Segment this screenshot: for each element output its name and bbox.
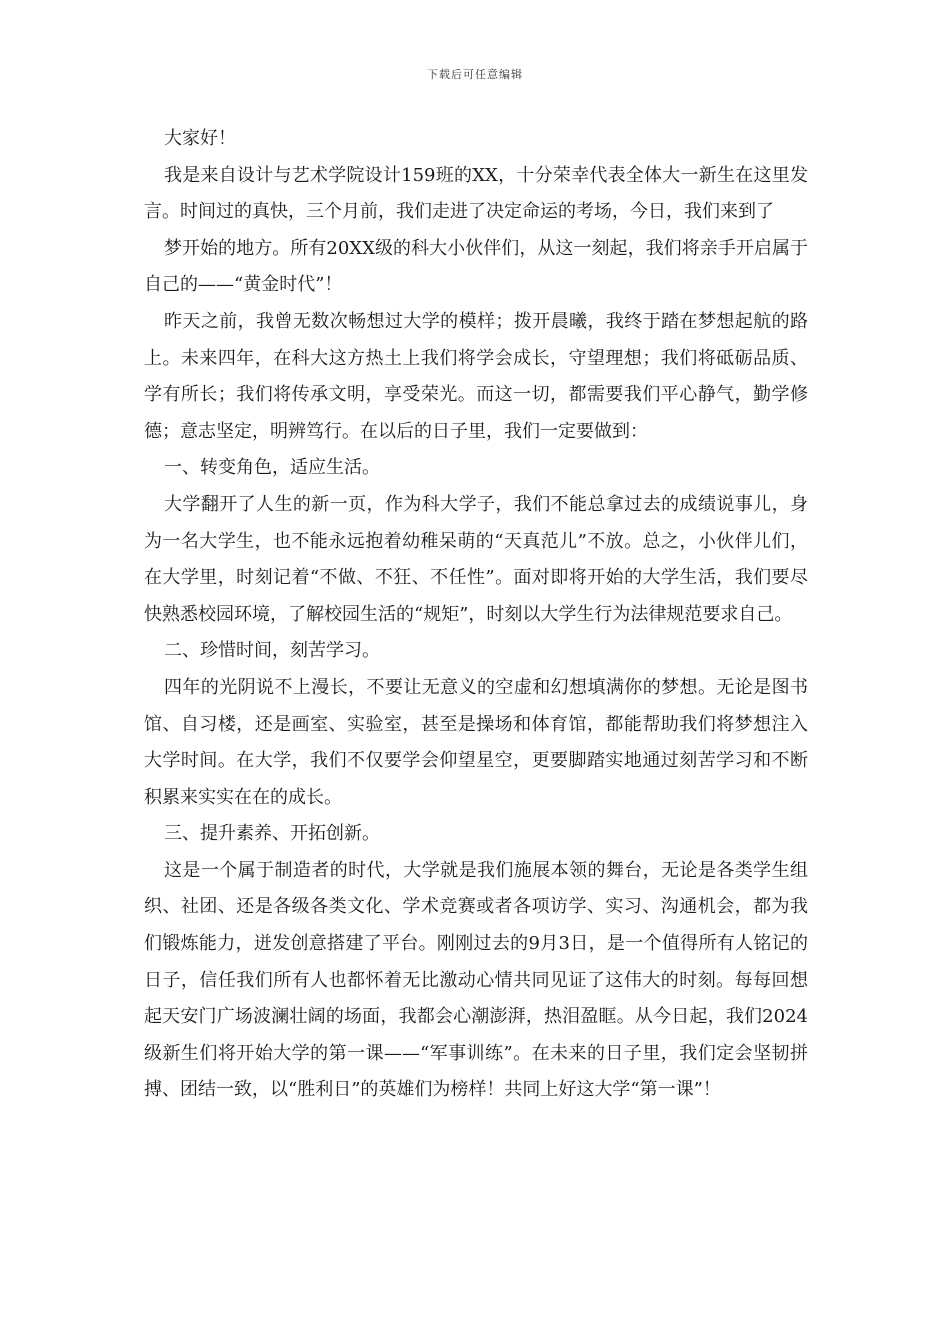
section-heading-2: 二、珍惜时间，刻苦学习。: [164, 640, 380, 662]
header-note: 下载后可任意编辑: [427, 68, 523, 81]
section-body-3: 这是一个属于制造者的时代，大学就是我们施展本领的舞台，无论是各类学生组织、社团、还是各级各类文化、学术竞赛或者各项访学、实习、沟通机会，都为我们锻炼能力，迸发创意搭建了平台。刚刚过去的9月3日，是一个值得所有人铭记的日子，信任我们所有人也都怀着无比激动心情共同见证了这伟大的时刻。每每回想起天安门广场波澜壮阔的场面，我都会心潮澎湃，热泪盈眶。从今日起，我们2024级新生们将开始大学的第一课——“军事训练”。在未来的日子里，我们定会坚韧拼搏、团结一致，以“胜利日”的英雄们为榜样！共同上好这大学“第一课”！: [144, 859, 808, 1101]
section-body-1: 大学翻开了人生的新一页，作为科大学子，我们不能总拿过去的成绩说事儿，身为一名大学生，也不能永远抱着幼稚呆萌的“天真范儿”不放。总之，小伙伴儿们，在大学里，时刻记着“不做、不狂、不任性”。面对即将开始的大学生活，我们要尽快熟悉校园环境，了解校园生活的“规矩”，时刻以大学生行为法律规范要求自己。: [144, 493, 808, 625]
dream-paragraph: 梦开始的地方。所有20XX级的科大小伙伴们，从这一刻起，我们将亲手开启属于自己的——“黄金时代”！: [144, 237, 808, 296]
intro-paragraph: 我是来自设计与艺术学院设计159班的XX，十分荣幸代表全体大一新生在这里发言。时间过的真快，三个月前，我们走进了决定命运的考场，今日，我们来到了: [144, 164, 808, 223]
reflection-paragraph: 昨天之前，我曾无数次畅想过大学的模样；拨开晨曦，我终于踏在梦想起航的路上。未来四年，在科大这方热土上我们将学会成长，守望理想；我们将砥砺品质、学有所长；我们将传承文明，享受荣光。而这一切，都需要我们平心静气，勤学修德；意志坚定，明辨笃行。在以后的日子里，我们一定要做到：: [144, 310, 808, 442]
section-heading-1: 一、转变角色，适应生活。: [164, 457, 380, 479]
section-body-2: 四年的光阴说不上漫长，不要让无意义的空虚和幻想填满你的梦想。无论是图书馆、自习楼，还是画室、实验室，甚至是操场和体育馆，都能帮助我们将梦想注入大学时间。在大学，我们不仅要学会仰望星空，更要脚踏实地通过刻苦学习和不断积累来实实在在的成长。: [144, 676, 808, 808]
section-heading-3: 三、提升素养、开拓创新。: [164, 823, 380, 845]
speech-body: [144, 121, 808, 1109]
greeting-paragraph: 大家好！: [164, 128, 236, 149]
